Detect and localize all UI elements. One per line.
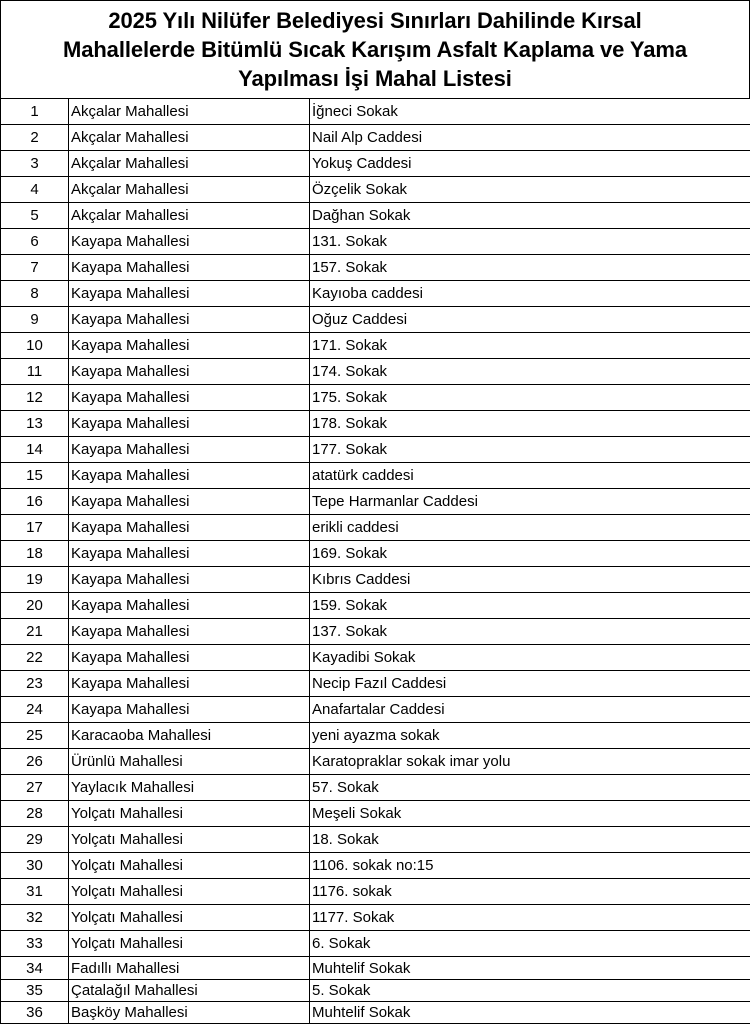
sokak-cell[interactable]: 159. Sokak	[310, 593, 750, 619]
mahalle-cell[interactable]: Kayapa Mahallesi	[69, 385, 310, 411]
row-number-cell[interactable]: 28	[1, 801, 69, 827]
mahalle-cell[interactable]: Fadıllı Mahallesi	[69, 957, 310, 980]
row-number-cell[interactable]: 16	[1, 489, 69, 515]
table-row	[1, 333, 750, 359]
sokak-cell[interactable]: atatürk caddesi	[310, 463, 750, 489]
table-row	[1, 463, 750, 489]
row-number-cell[interactable]: 10	[1, 333, 69, 359]
mahalle-cell[interactable]: Kayapa Mahallesi	[69, 333, 310, 359]
row-number-cell[interactable]: 14	[1, 437, 69, 463]
mahalle-cell[interactable]: Yolçatı Mahallesi	[69, 879, 310, 905]
row-number-cell[interactable]: 29	[1, 827, 69, 853]
sokak-cell[interactable]: 175. Sokak	[310, 385, 750, 411]
table-row	[1, 723, 750, 749]
row-number-cell[interactable]: 7	[1, 255, 69, 281]
table-row	[1, 489, 750, 515]
table-row	[1, 619, 750, 645]
table-row	[1, 957, 750, 980]
table-row	[1, 645, 750, 671]
sokak-cell[interactable]: 171. Sokak	[310, 333, 750, 359]
mahalle-cell[interactable]: Kayapa Mahallesi	[69, 541, 310, 567]
row-number-cell[interactable]: 26	[1, 749, 69, 775]
table-row	[1, 801, 750, 827]
row-number-cell[interactable]: 6	[1, 229, 69, 255]
mahalle-cell[interactable]: Akçalar Mahallesi	[69, 99, 310, 125]
mahalle-cell[interactable]: Kayapa Mahallesi	[69, 671, 310, 697]
sokak-cell[interactable]: 5. Sokak	[310, 980, 750, 1002]
table-row	[1, 437, 750, 463]
mahal-table	[0, 98, 750, 1024]
mahalle-cell[interactable]: Kayapa Mahallesi	[69, 437, 310, 463]
row-number-cell[interactable]: 13	[1, 411, 69, 437]
row-number-cell[interactable]: 20	[1, 593, 69, 619]
sokak-cell[interactable]: 1177. Sokak	[310, 905, 750, 931]
table-row	[1, 931, 750, 957]
row-number-cell[interactable]: 19	[1, 567, 69, 593]
mahalle-cell[interactable]: Kayapa Mahallesi	[69, 645, 310, 671]
sokak-cell[interactable]: erikli caddesi	[310, 515, 750, 541]
mahalle-cell[interactable]: Karacaoba Mahallesi	[69, 723, 310, 749]
row-number-cell[interactable]: 27	[1, 775, 69, 801]
title-line-3: Yapılması İşi Mahal Listesi	[238, 64, 512, 93]
mahalle-cell[interactable]: Akçalar Mahallesi	[69, 151, 310, 177]
mahalle-cell[interactable]: Akçalar Mahallesi	[69, 177, 310, 203]
table-row	[1, 307, 750, 333]
sokak-cell[interactable]: yeni ayazma sokak	[310, 723, 750, 749]
row-number-cell[interactable]: 4	[1, 177, 69, 203]
mahalle-cell[interactable]: Kayapa Mahallesi	[69, 619, 310, 645]
sokak-cell[interactable]: Tepe Harmanlar Caddesi	[310, 489, 750, 515]
row-number-cell[interactable]: 21	[1, 619, 69, 645]
row-number-cell[interactable]: 22	[1, 645, 69, 671]
row-number-cell[interactable]: 17	[1, 515, 69, 541]
title-line-2: Mahallelerde Bitümlü Sıcak Karışım Asfalt Kaplama ve Yama	[63, 35, 687, 64]
row-number-cell[interactable]: 15	[1, 463, 69, 489]
sokak-cell[interactable]: 174. Sokak	[310, 359, 750, 385]
sokak-cell[interactable]: 1106. sokak no:15	[310, 853, 750, 879]
row-number-cell[interactable]: 36	[1, 1002, 69, 1024]
row-number-cell[interactable]: 25	[1, 723, 69, 749]
sokak-cell[interactable]: 177. Sokak	[310, 437, 750, 463]
row-number-cell[interactable]: 1	[1, 99, 69, 125]
table-row	[1, 125, 750, 151]
table-row	[1, 980, 750, 1002]
table-row	[1, 827, 750, 853]
sokak-cell[interactable]: Kayadibi Sokak	[310, 645, 750, 671]
mahalle-cell[interactable]: Yolçatı Mahallesi	[69, 905, 310, 931]
sokak-cell[interactable]: İğneci Sokak	[310, 99, 750, 125]
table-row	[1, 281, 750, 307]
table-row	[1, 697, 750, 723]
table-row	[1, 229, 750, 255]
mahalle-cell[interactable]: Yolçatı Mahallesi	[69, 827, 310, 853]
table-row	[1, 775, 750, 801]
mahalle-cell[interactable]: Akçalar Mahallesi	[69, 203, 310, 229]
sokak-cell[interactable]: Necip Fazıl Caddesi	[310, 671, 750, 697]
sokak-cell[interactable]: Yokuş Caddesi	[310, 151, 750, 177]
mahalle-cell[interactable]: Kayapa Mahallesi	[69, 567, 310, 593]
mahalle-cell[interactable]: Yolçatı Mahallesi	[69, 931, 310, 957]
table-row	[1, 515, 750, 541]
sokak-cell[interactable]: 1176. sokak	[310, 879, 750, 905]
sokak-cell[interactable]: Muhtelif Sokak	[310, 1002, 750, 1024]
sokak-cell[interactable]: 131. Sokak	[310, 229, 750, 255]
sokak-cell[interactable]: Anafartalar Caddesi	[310, 697, 750, 723]
table-row	[1, 255, 750, 281]
row-number-cell[interactable]: 35	[1, 980, 69, 1002]
mahalle-cell[interactable]: Kayapa Mahallesi	[69, 463, 310, 489]
table-row	[1, 567, 750, 593]
mahalle-cell[interactable]: Ürünlü Mahallesi	[69, 749, 310, 775]
mahalle-cell[interactable]: Kayapa Mahallesi	[69, 229, 310, 255]
table-row	[1, 385, 750, 411]
mahalle-cell[interactable]: Kayapa Mahallesi	[69, 515, 310, 541]
mahalle-cell[interactable]: Kayapa Mahallesi	[69, 359, 310, 385]
row-number-cell[interactable]: 9	[1, 307, 69, 333]
mahalle-cell[interactable]: Kayapa Mahallesi	[69, 697, 310, 723]
mahalle-cell[interactable]: Kayapa Mahallesi	[69, 489, 310, 515]
mahalle-cell[interactable]: Yolçatı Mahallesi	[69, 801, 310, 827]
table-row	[1, 99, 750, 125]
sokak-cell[interactable]: Meşeli Sokak	[310, 801, 750, 827]
table-row	[1, 541, 750, 567]
table-row	[1, 879, 750, 905]
row-number-cell[interactable]: 11	[1, 359, 69, 385]
row-number-cell[interactable]: 12	[1, 385, 69, 411]
sokak-cell[interactable]: 18. Sokak	[310, 827, 750, 853]
table-row	[1, 359, 750, 385]
table-row	[1, 671, 750, 697]
mahalle-cell[interactable]: Kayapa Mahallesi	[69, 255, 310, 281]
sokak-cell[interactable]: Kıbrıs Caddesi	[310, 567, 750, 593]
table-row	[1, 151, 750, 177]
mahalle-cell[interactable]: Kayapa Mahallesi	[69, 593, 310, 619]
row-number-cell[interactable]: 24	[1, 697, 69, 723]
sokak-cell[interactable]: Kayıoba caddesi	[310, 281, 750, 307]
sokak-cell[interactable]: 157. Sokak	[310, 255, 750, 281]
table-row	[1, 749, 750, 775]
row-number-cell[interactable]: 34	[1, 957, 69, 980]
row-number-cell[interactable]: 32	[1, 905, 69, 931]
table-row	[1, 177, 750, 203]
sokak-cell[interactable]: Nail Alp Caddesi	[310, 125, 750, 151]
row-number-cell[interactable]: 2	[1, 125, 69, 151]
mahalle-cell[interactable]: Çatalağıl Mahallesi	[69, 980, 310, 1002]
table-row	[1, 905, 750, 931]
mahalle-cell[interactable]: Kayapa Mahallesi	[69, 411, 310, 437]
table-row	[1, 853, 750, 879]
sokak-cell[interactable]: Dağhan Sokak	[310, 203, 750, 229]
row-number-cell[interactable]: 33	[1, 931, 69, 957]
sokak-cell[interactable]: 169. Sokak	[310, 541, 750, 567]
sokak-cell[interactable]: Özçelik Sokak	[310, 177, 750, 203]
mahalle-cell[interactable]: Yolçatı Mahallesi	[69, 853, 310, 879]
table-row	[1, 203, 750, 229]
sokak-cell[interactable]: 137. Sokak	[310, 619, 750, 645]
row-number-cell[interactable]: 3	[1, 151, 69, 177]
mahalle-cell[interactable]: Yaylacık Mahallesi	[69, 775, 310, 801]
mahalle-cell[interactable]: Kayapa Mahallesi	[69, 281, 310, 307]
sokak-cell[interactable]: Karatopraklar sokak imar yolu	[310, 749, 750, 775]
row-number-cell[interactable]: 30	[1, 853, 69, 879]
title-cell[interactable]	[0, 0, 750, 99]
row-number-cell[interactable]: 18	[1, 541, 69, 567]
sokak-cell[interactable]: 6. Sokak	[310, 931, 750, 957]
row-number-cell[interactable]: 8	[1, 281, 69, 307]
mahalle-cell[interactable]: Başköy Mahallesi	[69, 1002, 310, 1024]
sokak-cell[interactable]: Muhtelif Sokak	[310, 957, 750, 980]
sokak-cell[interactable]: 178. Sokak	[310, 411, 750, 437]
sokak-cell[interactable]: 57. Sokak	[310, 775, 750, 801]
sokak-cell[interactable]: Oğuz Caddesi	[310, 307, 750, 333]
mahalle-cell[interactable]: Kayapa Mahallesi	[69, 307, 310, 333]
table-row	[1, 411, 750, 437]
row-number-cell[interactable]: 31	[1, 879, 69, 905]
mahalle-cell[interactable]: Akçalar Mahallesi	[69, 125, 310, 151]
title-line-1: 2025 Yılı Nilüfer Belediyesi Sınırları Dahilinde Kırsal	[108, 6, 641, 35]
row-number-cell[interactable]: 5	[1, 203, 69, 229]
table-row	[1, 593, 750, 619]
row-number-cell[interactable]: 23	[1, 671, 69, 697]
mahal-table-body	[1, 99, 750, 1024]
